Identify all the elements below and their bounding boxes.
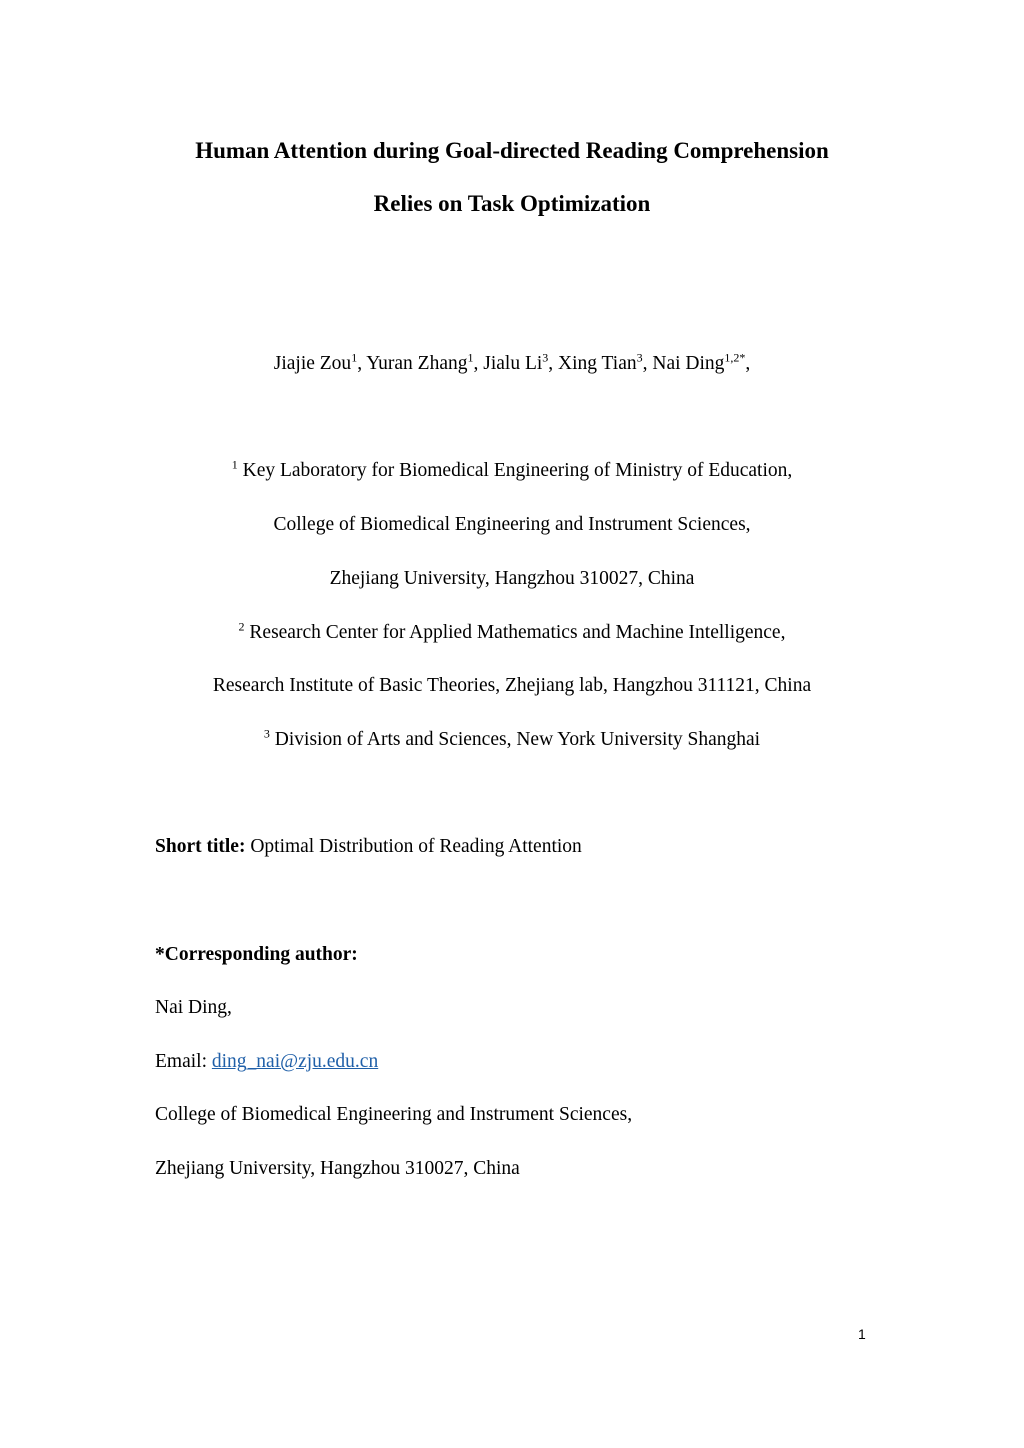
paper-title-line-1: Human Attention during Goal-directed Reading Comprehension bbox=[195, 138, 829, 163]
short-title-label: Short title: bbox=[155, 836, 246, 857]
affiliation-1-line-2: College of Biomedical Engineering and Instrument Sciences, bbox=[273, 514, 751, 535]
corresponding-address-line-1: College of Biomedical Engineering and Instrument Sciences, bbox=[155, 1104, 633, 1125]
affiliation-2-line-1: $^2$ Research Center for Applied Mathematics and Machine Intelligence, bbox=[238, 619, 786, 643]
paper-title-line-2: Relies on Task Optimization bbox=[373, 191, 651, 216]
author-list bbox=[0, 350, 1024, 375]
short-title-value: Optimal Distribution of Reading Attention bbox=[250, 836, 582, 857]
author: Xing Tian$^3$, bbox=[558, 350, 653, 374]
author: Yuran Zhang$^1$, bbox=[366, 350, 484, 374]
affiliation-1-line-1: $^1$ Key Laboratory for Biomedical Engineering of Ministry of Education, bbox=[231, 457, 793, 481]
page-number: 1 bbox=[858, 1326, 866, 1342]
author: Jiajie Zou$^1$, bbox=[273, 350, 367, 374]
email-label: Email: bbox=[155, 1051, 207, 1072]
author: Nai Ding$^{1,2*}$, bbox=[652, 350, 751, 374]
email-link[interactable]: ding_nai@zju.edu.cn bbox=[211, 1051, 379, 1072]
short-title bbox=[155, 836, 582, 858]
corresponding-author-email bbox=[155, 1051, 378, 1073]
affiliation-3-line-1: $^3$ Division of Arts and Sciences, New York University Shanghai bbox=[263, 726, 761, 750]
author: Jialu Li$^3$, bbox=[483, 350, 559, 374]
affiliation-1-line-3: Zhejiang University, Hangzhou 310027, China bbox=[329, 568, 695, 589]
corresponding-author-heading: *Corresponding author: bbox=[155, 944, 358, 965]
corresponding-address-line-2: Zhejiang University, Hangzhou 310027, China bbox=[155, 1158, 520, 1179]
corresponding-author-name: Nai Ding, bbox=[155, 997, 232, 1018]
affiliation-2-line-2: Research Institute of Basic Theories, Zhejiang lab, Hangzhou 311121, China bbox=[212, 675, 812, 696]
